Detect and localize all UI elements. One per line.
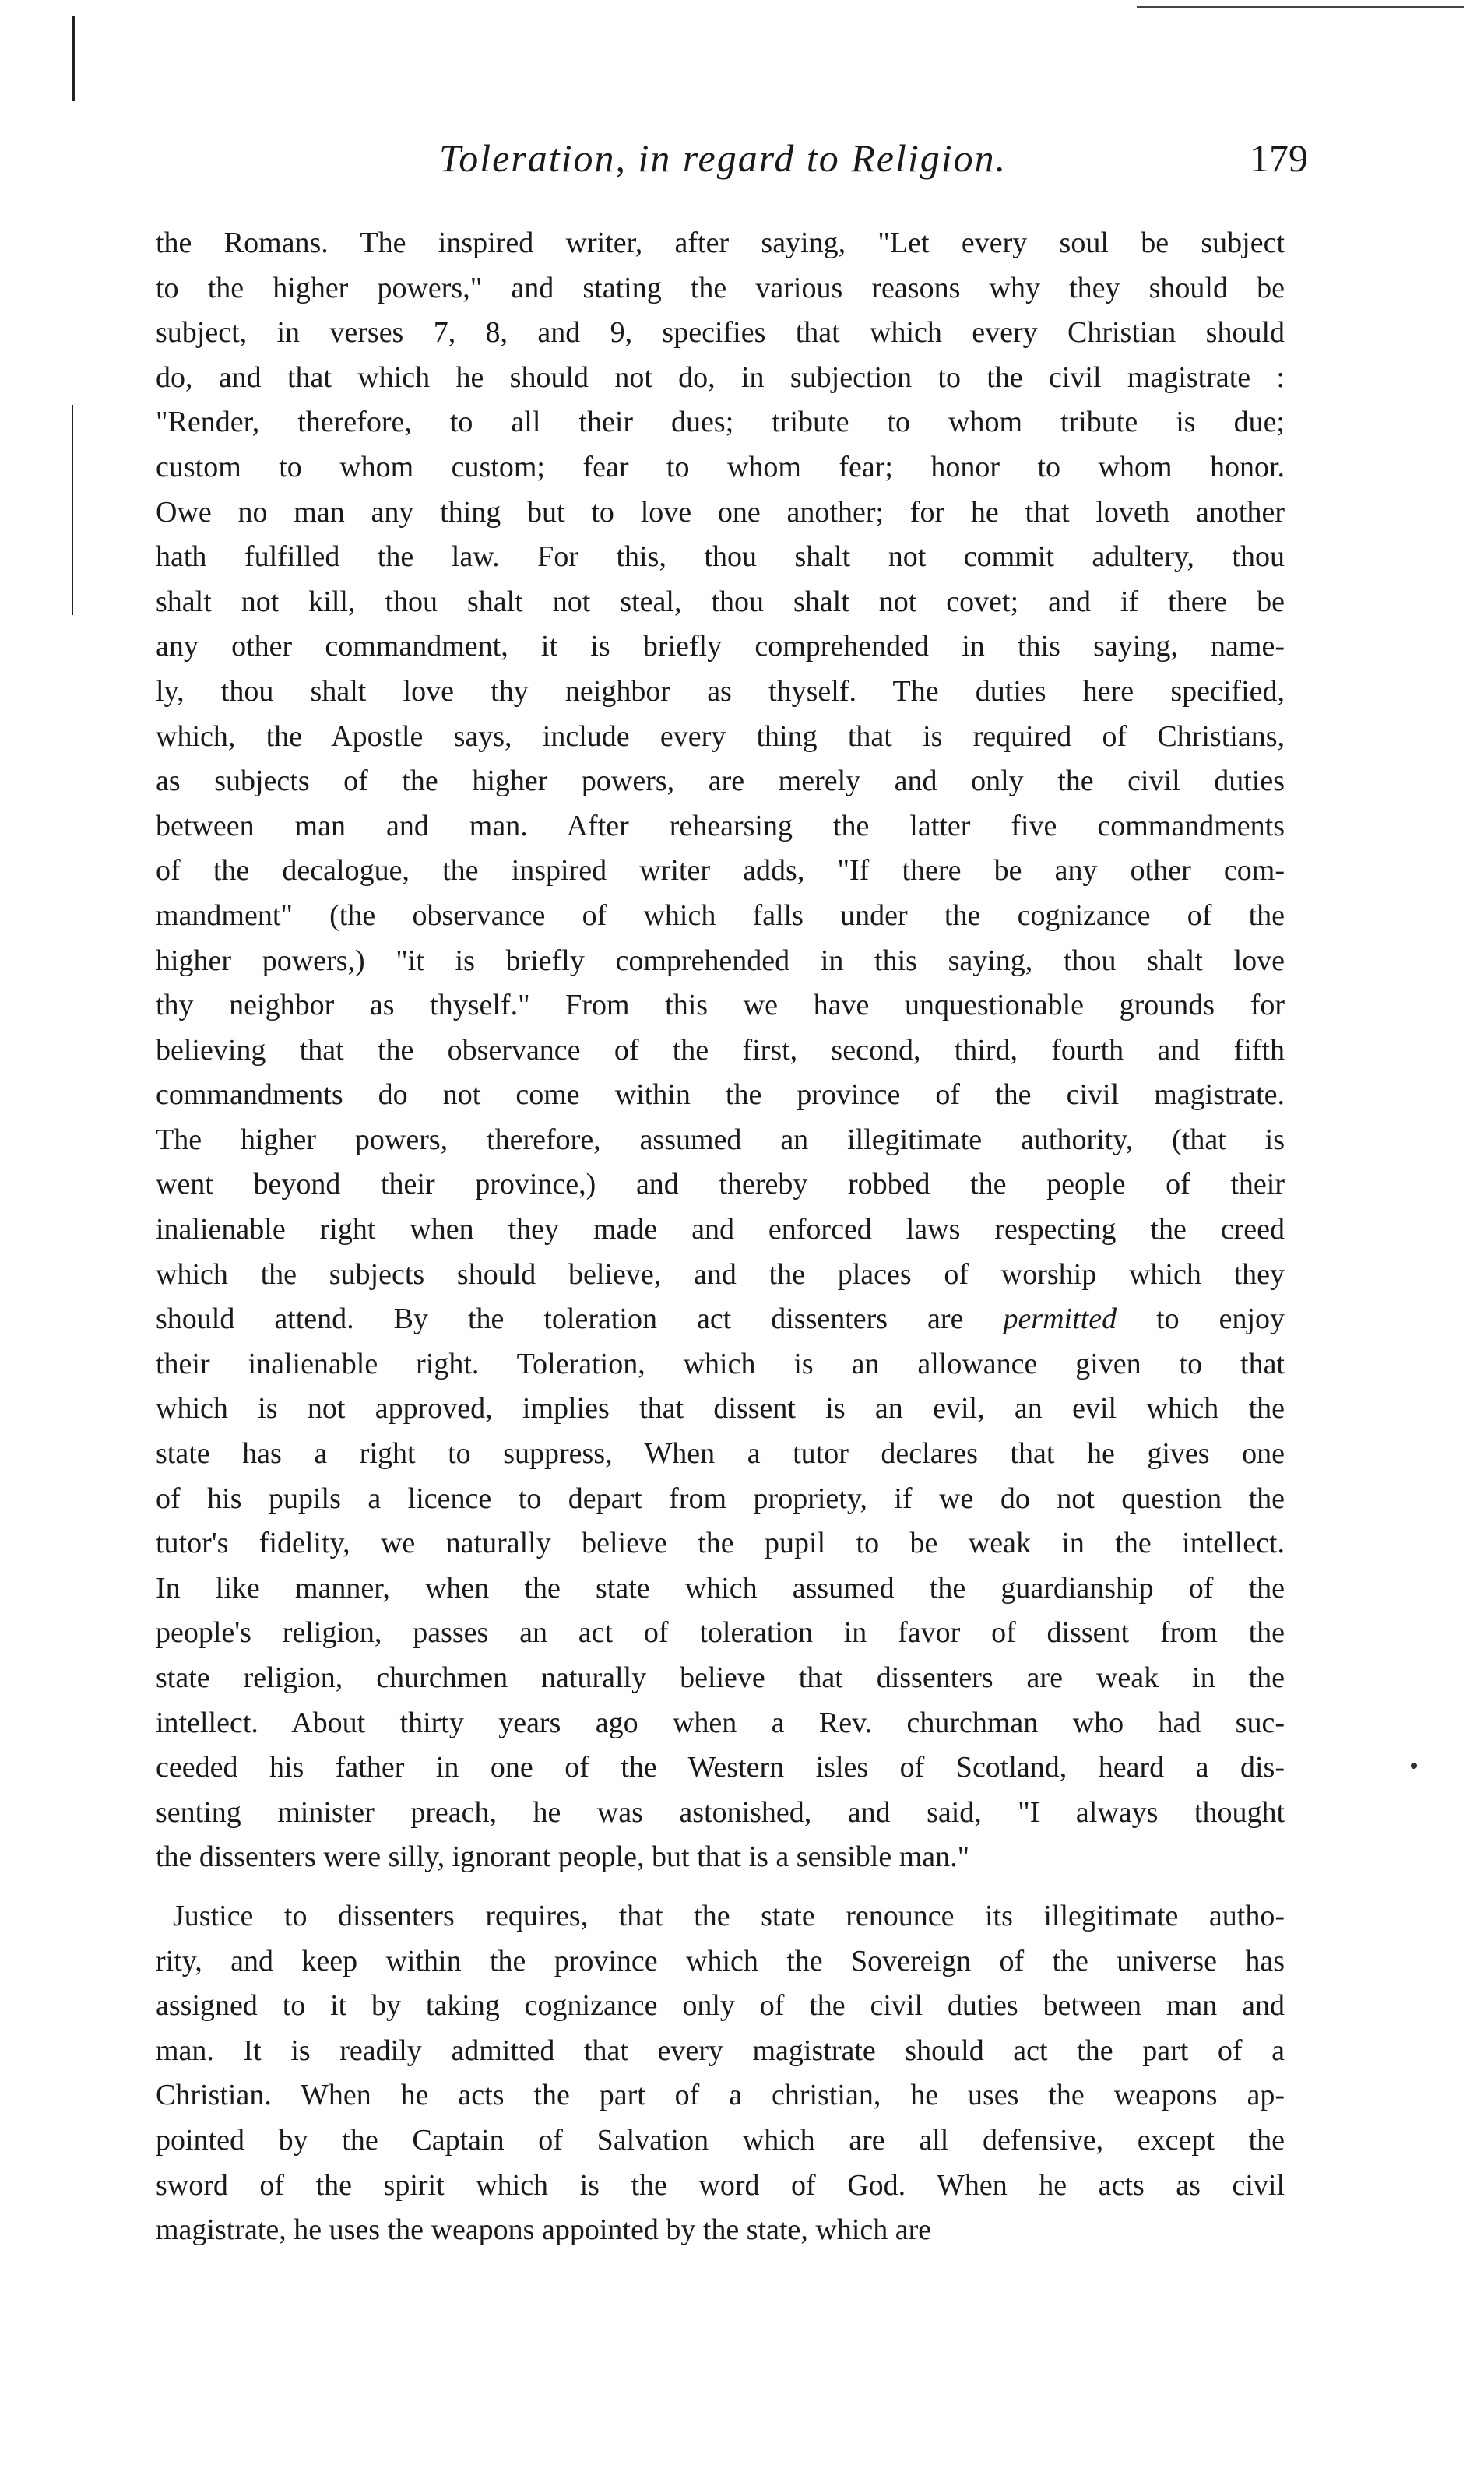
text-line: "Render, therefore, to all their dues; tribute to whom tribute is due;	[156, 406, 1285, 439]
margin-dot	[1411, 1763, 1417, 1769]
running-title: Toleration, in regard to Religion.	[439, 136, 1008, 180]
top-edge-rule	[1137, 6, 1464, 8]
text-line: magistrate, he uses the weapons appointed by the state, which are	[156, 2213, 932, 2247]
text-line: The higher powers, therefore, assumed an illegitimate authority, (that is	[156, 1123, 1285, 1156]
text-line: senting minister preach, he was astonished, and said, "I always thought	[156, 1795, 1285, 1829]
margin-mark	[72, 405, 73, 615]
text-line: ceeded his father in one of the Western isles of Scotland, heard a dis-	[156, 1751, 1285, 1784]
text-line: their inalienable right. Toleration, which is an allowance given to that	[156, 1347, 1285, 1380]
text-line: any other commandment, it is briefly comprehended in this saying, name-	[156, 630, 1285, 663]
text-line: intellect. About thirty years ago when a Rev. churchman who had suc-	[156, 1706, 1285, 1739]
page-number: 179	[1250, 136, 1308, 180]
text-line: to the higher powers," and stating the various reasons why they should be	[156, 271, 1285, 304]
text-line: inalienable right when they made and enforced laws respecting the creed	[156, 1213, 1285, 1246]
text-line: the dissenters were silly, ignorant people, but that is a sensible man."	[156, 1840, 970, 1874]
text-line: In like manner, when the state which assumed the guardianship of the	[156, 1571, 1285, 1605]
text-line: went beyond their province,) and thereby robbed the people of their	[156, 1168, 1285, 1201]
text-line: higher powers,) "it is briefly comprehended in this saying, thou shalt love	[156, 944, 1285, 977]
text-line: hath fulfilled the law. For this, thou shalt not commit adultery, thou	[156, 540, 1285, 574]
text-line: people's religion, passes an act of toleration in favor of dissent from the	[156, 1616, 1285, 1650]
text-line: of his pupils a licence to depart from propriety, if we do not question the	[156, 1482, 1285, 1515]
text-line: Justice to dissenters requires, that the state renounce its illegitimate autho-	[173, 1899, 1285, 1932]
text-line: should attend. By the toleration act dissenters are permitted to enjoy	[156, 1303, 1285, 1336]
paragraph	[156, 1894, 1285, 2253]
text-line: rity, and keep within the province which the Sovereign of the universe has	[156, 1944, 1285, 1978]
text-line: assigned to it by taking cognizance only of the civil duties between man and	[156, 1989, 1285, 2023]
paragraph	[156, 221, 1285, 1880]
text-line: state religion, churchmen naturally believe that dissenters are weak in the	[156, 1661, 1285, 1694]
text-line: shalt not kill, thou shalt not steal, thou shalt not covet; and if there be	[156, 585, 1285, 618]
text-line: Owe no man any thing but to love one another; for he that loveth another	[156, 495, 1285, 529]
text-line: ly, thou shalt love thy neighbor as thyself. The duties here specified,	[156, 674, 1285, 708]
text-line: custom to whom custom; fear to whom fear; honor to whom honor.	[156, 450, 1285, 483]
text-line: sword of the spirit which is the word of God. When he acts as civil	[156, 2168, 1285, 2202]
text-line: of the decalogue, the inspired writer adds, "If there be any other com-	[156, 854, 1285, 888]
text-line: the Romans. The inspired writer, after saying, "Let every soul be subject	[156, 227, 1285, 259]
text-line: which, the Apostle says, include every thing that is required of Christians,	[156, 719, 1285, 753]
text-line: do, and that which he should not do, in subjection to the civil magistrate :	[156, 360, 1285, 394]
margin-mark	[72, 16, 75, 101]
text-line: state has a right to suppress, When a tutor declares that he gives one	[156, 1437, 1285, 1471]
text-line: commandments do not come within the province of the civil magistrate.	[156, 1078, 1285, 1112]
text-line: mandment" (the observance of which falls under the cognizance of the	[156, 898, 1285, 932]
text-line: believing that the observance of the first, second, third, fourth and fifth	[156, 1033, 1285, 1067]
page-body	[156, 221, 1285, 2253]
page-header	[156, 135, 1308, 190]
text-line: subject, in verses 7, 8, and 9, specifies that which every Christian should	[156, 316, 1285, 350]
paragraph-gap	[156, 1880, 1285, 1894]
text-line: as subjects of the higher powers, are merely and only the civil duties	[156, 765, 1285, 798]
text-line: between man and man. After rehearsing the latter five commandments	[156, 809, 1285, 842]
text-line: which the subjects should believe, and the places of worship which they	[156, 1257, 1285, 1291]
text-line: pointed by the Captain of Salvation which are all defensive, except the	[156, 2123, 1285, 2157]
text-line: which is not approved, implies that dissent is an evil, an evil which the	[156, 1392, 1285, 1426]
text-line: tutor's fidelity, we naturally believe the pupil to be weak in the intellect.	[156, 1527, 1285, 1560]
text-line: Christian. When he acts the part of a christian, he uses the weapons ap-	[156, 2079, 1285, 2112]
text-line: thy neighbor as thyself." From this we have unquestionable grounds for	[156, 989, 1285, 1022]
emphasized-word: permitted	[1003, 1303, 1117, 1336]
text-line: man. It is readily admitted that every magistrate should act the part of a	[156, 2034, 1285, 2067]
